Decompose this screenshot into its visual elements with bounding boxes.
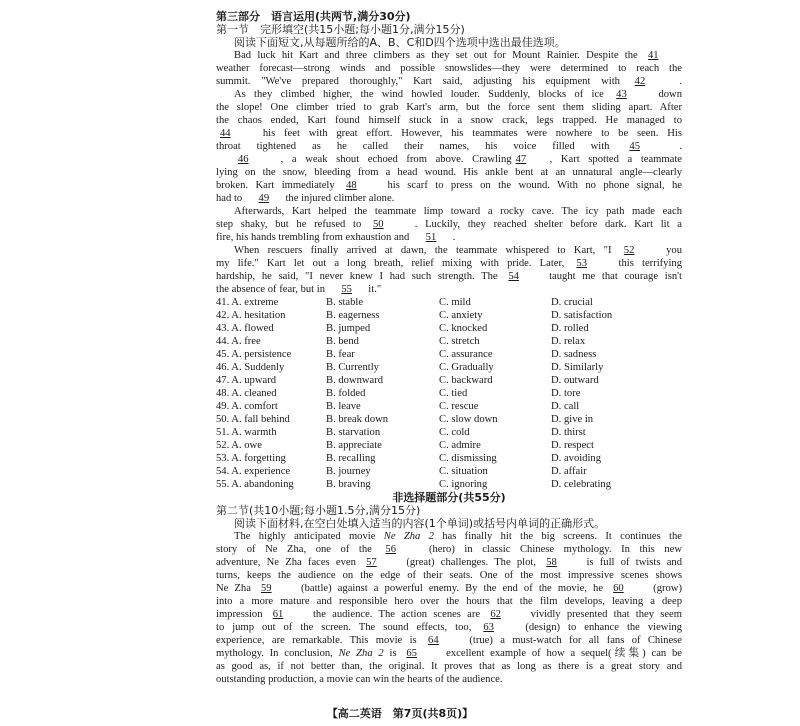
option-a: 49. A. comfort <box>216 401 278 412</box>
passage-line <box>216 114 682 127</box>
option-b: B. recalling <box>326 453 376 464</box>
blank-65: 65 <box>406 648 417 659</box>
option-c: C. admire <box>439 440 481 451</box>
passage-line <box>216 101 682 114</box>
option-c: C. slow down <box>439 414 498 425</box>
passage-text: excellent example of how a sequel(续集) can be <box>440 648 682 659</box>
passage-line <box>216 647 682 660</box>
passage-line <box>216 49 682 62</box>
passage-text: as good as, if not better than, the original. It proves that as long as there is a great story and <box>216 661 682 672</box>
passage-line <box>216 634 682 647</box>
option-d: D. affair <box>551 466 587 477</box>
option-b: B. eagerness <box>326 310 380 321</box>
passage-text: is <box>383 648 403 659</box>
blank-44: 44 <box>220 128 231 139</box>
option-a: 54. A. experience <box>216 466 291 477</box>
passage-line <box>216 608 682 621</box>
passage-text: into a more mature and responsible hero over the hours that the film develops, leaving a deep <box>216 596 682 607</box>
passage-text: had to <box>216 193 245 204</box>
option-row <box>216 400 682 413</box>
option-row <box>216 361 682 374</box>
option-d: D. sadness <box>551 349 597 360</box>
option-a: 53. A. forgetting <box>216 453 286 464</box>
option-b: B. leave <box>326 401 361 412</box>
option-c: C. tied <box>439 388 468 399</box>
blank-60: 60 <box>613 583 624 594</box>
passage-text: (design) to enhance the viewing <box>517 622 682 633</box>
gapfill-passage <box>216 530 682 686</box>
blank-41: 41 <box>648 50 659 61</box>
option-c: C. rescue <box>439 401 479 412</box>
blank-50: 50 <box>372 219 384 230</box>
option-a: 46. A. Suddenly <box>216 362 285 373</box>
option-c: C. dismissing <box>439 453 497 464</box>
cloze-passage <box>216 49 682 296</box>
passage-text: (grow) <box>647 583 682 594</box>
option-b: B. jumped <box>326 323 371 334</box>
option-a: 45. A. persistence <box>216 349 292 360</box>
passage-text: turns, keeps the audience on the edge of their seats. One of the most impressive scenes shows <box>216 570 682 581</box>
option-c: C. cold <box>439 427 470 438</box>
passage-text: the slope! One climber tried to grab Kart's arm, but the force sent them sliding apart. After <box>216 102 682 113</box>
passage-text: adventure, Ne Zha faces even <box>216 557 363 568</box>
passage-text: is full of twists and <box>580 557 683 568</box>
option-b: B. stable <box>326 297 364 308</box>
passage-text: fire, his hands trembling from exhaustion and <box>216 232 412 243</box>
option-d: D. rolled <box>551 323 589 334</box>
passage-line <box>216 205 682 218</box>
passage-text: down <box>650 89 682 100</box>
passage-line <box>216 179 682 192</box>
passage-text: to jump out of the screen. The sound effects, too, <box>216 622 480 633</box>
option-a: 42. A. hesitation <box>216 310 286 321</box>
passage-line <box>216 582 682 595</box>
option-c: C. assurance <box>439 349 493 360</box>
option-d: D. call <box>551 401 580 412</box>
option-d: D. tore <box>551 388 581 399</box>
passage-text: experience, are remarkable. This movie is <box>216 635 425 646</box>
passage-text: , a weak shout echoed from above. Crawling <box>272 154 512 165</box>
blank-58: 58 <box>546 557 557 568</box>
passage-text: taught me that courage isn't <box>542 271 682 282</box>
option-d: D. thirst <box>551 427 586 438</box>
option-b: B. appreciate <box>326 440 382 451</box>
option-a: 47. A. upward <box>216 375 277 386</box>
exam-page <box>216 0 682 686</box>
option-c: C. backward <box>439 375 493 386</box>
option-d: D. celebrating <box>551 479 612 490</box>
option-row <box>216 348 682 361</box>
passage-text: throat tightened as he called their names, his voice filled with <box>216 141 626 152</box>
passage-line <box>216 543 682 556</box>
passage-text: broken. Kart immediately <box>216 180 343 191</box>
passage-line <box>216 88 682 101</box>
passage-text: When rescuers finally arrived at dawn, the teammate whispered to Kart, "I <box>234 245 620 256</box>
option-c: C. anxiety <box>439 310 483 321</box>
passage-text: As they climbed higher, the wind howled louder. Suddenly, blocks of ice <box>234 89 613 100</box>
passage-text: vividly presented that they seem <box>524 609 682 620</box>
option-c: C. knocked <box>439 323 488 334</box>
blank-42: 42 <box>634 76 646 87</box>
option-row <box>216 426 682 439</box>
passage-text: my life." Kart let out a long breath, relief mixing with pride. Later, <box>216 258 573 269</box>
passage-text: (hero) in classic Chinese mythology. In this new <box>419 544 682 555</box>
passage-line <box>216 673 682 686</box>
passage-text: step shaky, but he refused to <box>216 219 369 230</box>
blank-47: 47 <box>515 154 527 165</box>
blank-59: 59 <box>260 583 272 594</box>
blank-46: 46 <box>238 154 249 165</box>
option-row <box>216 374 682 387</box>
option-b: B. folded <box>326 388 366 399</box>
passage-line <box>216 231 682 244</box>
option-c: C. mild <box>439 297 471 308</box>
option-c: C. Gradually <box>439 362 494 373</box>
option-row <box>216 387 682 400</box>
passage-line <box>216 166 682 179</box>
passage-line <box>216 530 682 543</box>
option-row <box>216 322 682 335</box>
passage-text: the chaos ended, Kart found himself stuck in a snow crack, legs trapped. He managed to <box>216 115 682 126</box>
passage-text: hardship, he said, "I never knew I had such strength. The <box>216 271 505 282</box>
passage-line <box>216 127 682 140</box>
passage-line <box>216 75 682 88</box>
option-row <box>216 439 682 452</box>
passage-text: his scarf to press on the wound. With no phone signal, he <box>380 180 682 191</box>
blank-63: 63 <box>483 622 494 633</box>
nonchoice-title: 非选择题部分(共55分) <box>392 491 506 504</box>
passage-line <box>216 218 682 231</box>
passage-line <box>216 270 682 283</box>
passage-line <box>216 283 682 296</box>
option-row <box>216 335 682 348</box>
option-a: 51. A. warmth <box>216 427 277 438</box>
passage-text: weather forecast—strong winds and possible snowslides—they were determined to reach the <box>216 63 682 74</box>
passage-line <box>216 660 682 673</box>
passage-text: has finally hit the big screens. It continues the <box>433 531 682 542</box>
blank-43: 43 <box>616 89 627 100</box>
blank-53: 53 <box>576 258 587 269</box>
option-row <box>216 478 682 491</box>
movie-title: Ne Zha 2 <box>383 531 434 542</box>
passage-text: summit. "We've prepared thoroughly," Kart said, adjusting his equipment with <box>216 76 631 87</box>
blank-55: 55 <box>341 284 352 295</box>
passage-text: his feet with great effort. However, his teammates were nowhere to be seen. His <box>254 128 682 139</box>
passage-text: (great) challenges. The plot, <box>400 557 543 568</box>
option-b: B. break down <box>326 414 389 425</box>
passage-line <box>216 569 682 582</box>
option-b: B. Currently <box>326 362 379 373</box>
option-a: 50. A. fall behind <box>216 414 290 425</box>
passage-text: the absence of fear, but in <box>216 284 328 295</box>
page-footer: 【高二英语 第7页(共8页)】 <box>326 707 474 720</box>
blank-51: 51 <box>425 232 437 243</box>
passage-line <box>216 140 682 153</box>
blank-48: 48 <box>346 180 357 191</box>
passage-text: . <box>668 76 682 87</box>
section1-title: 第一节 完形填空(共15小题;每小题1分,满分15分) <box>216 23 465 36</box>
passage-text: (battle) against a powerful enemy. By the end of the movie, he <box>294 583 610 594</box>
option-row <box>216 413 682 426</box>
passage-text: , Kart spotted a teammate <box>549 154 683 165</box>
passage-line <box>216 595 682 608</box>
passage-text: impression <box>216 609 269 620</box>
option-d: D. respect <box>551 440 594 451</box>
option-b: B. fear <box>326 349 355 360</box>
passage-text: . Luckily, they reached shelter before dark. Kart lit a <box>406 219 682 230</box>
passage-text: it." <box>365 284 382 295</box>
passage-text: . <box>663 141 683 152</box>
option-c: C. ignoring <box>439 479 488 490</box>
passage-text: . <box>449 232 456 243</box>
section2-title: 第二节(共10小题;每小题1.5分,满分15分) <box>216 504 421 517</box>
passage-text: outstanding production, a movie can win the hearts of the audience. <box>216 674 503 685</box>
passage-line <box>216 62 682 75</box>
option-b: B. starvation <box>326 427 381 438</box>
passage-text: lying on the snow, bleeding from a head wound. His ankle bent at an unnatural angle—clearly <box>216 167 682 178</box>
option-a: 43. A. flowed <box>216 323 274 334</box>
blank-61: 61 <box>272 609 284 620</box>
option-d: D. give in <box>551 414 594 425</box>
passage-line <box>216 556 682 569</box>
passage-line <box>216 621 682 634</box>
option-d: D. crucial <box>551 297 593 308</box>
option-b: B. braving <box>326 479 371 490</box>
movie-title: Ne Zha 2 <box>338 648 384 659</box>
part-title: 第三部分 语言运用(共两节,满分30分) <box>216 10 411 23</box>
option-a: 52. A. owe <box>216 440 262 451</box>
option-d: D. outward <box>551 375 599 386</box>
option-d: D. satisfaction <box>551 310 613 321</box>
passage-text: The highly anticipated movie <box>234 531 384 542</box>
passage-text: mythology. In conclusion, <box>216 648 339 659</box>
option-row <box>216 309 682 322</box>
blank-52: 52 <box>623 245 635 256</box>
passage-line <box>216 192 682 205</box>
option-c: C. situation <box>439 466 488 477</box>
passage-text: Ne Zha <box>216 583 257 594</box>
option-row <box>216 452 682 465</box>
options-table <box>216 296 682 491</box>
option-d: D. relax <box>551 336 586 347</box>
option-row <box>216 465 682 478</box>
section1-instruction: 阅读下面短文,从每题所给的A、B、C和D四个选项中选出最佳选项。 <box>234 36 566 49</box>
passage-line <box>216 153 682 166</box>
option-a: 44. A. free <box>216 336 261 347</box>
option-b: B. journey <box>326 466 371 477</box>
option-a: 41. A. extreme <box>216 297 279 308</box>
passage-line <box>216 244 682 257</box>
blank-57: 57 <box>366 557 377 568</box>
section2-instruction: 阅读下面材料,在空白处填入适当的内容(1个单词)或括号内单词的正确形式。 <box>234 517 606 530</box>
option-a: 48. A. cleaned <box>216 388 277 399</box>
option-a: 55. A. abandoning <box>216 479 294 490</box>
passage-text: the injured climber alone. <box>282 193 395 204</box>
option-b: B. bend <box>326 336 359 347</box>
passage-line <box>216 257 682 270</box>
option-d: D. Similarly <box>551 362 604 373</box>
blank-45: 45 <box>629 141 640 152</box>
blank-54: 54 <box>508 271 519 282</box>
option-d: D. avoiding <box>551 453 602 464</box>
passage-text: Afterwards, Kart helped the teammate limp toward a rocky cave. The icy path made each <box>234 206 682 217</box>
passage-text: story of Ne Zha, one of the <box>216 544 382 555</box>
passage-text: Bad luck hit Kart and three climbers as they set out for Mount Rainier. Despite the <box>234 50 644 61</box>
option-row <box>216 296 682 309</box>
passage-text: you <box>657 245 682 256</box>
option-c: C. stretch <box>439 336 480 347</box>
blank-49: 49 <box>258 193 270 204</box>
passage-text: this terrifying <box>610 258 683 269</box>
blank-62: 62 <box>490 609 501 620</box>
passage-text: the audience. The action scenes are <box>306 609 487 620</box>
passage-text: (true) a must-watch for all fans of Chinese <box>462 635 682 646</box>
blank-64: 64 <box>428 635 439 646</box>
blank-56: 56 <box>385 544 397 555</box>
option-b: B. downward <box>326 375 384 386</box>
